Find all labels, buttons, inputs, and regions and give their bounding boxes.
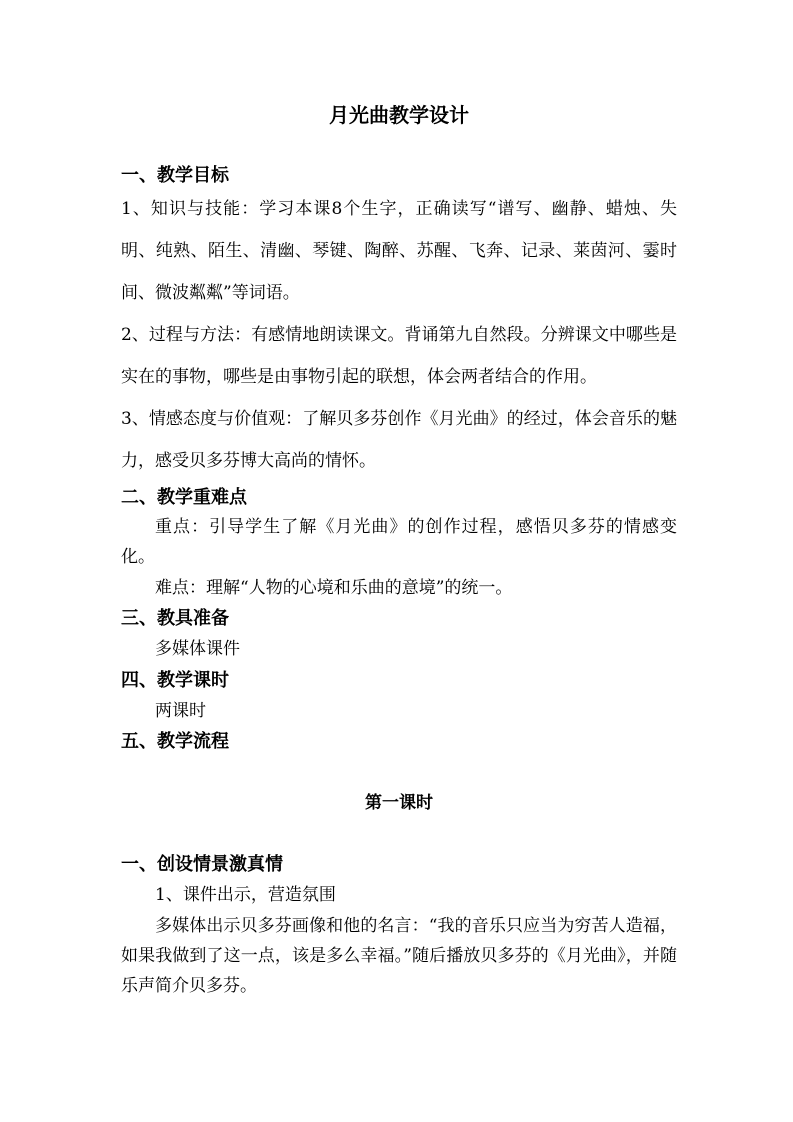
section-heading-materials: 三、教具准备	[121, 608, 229, 629]
key-point-focus: 重点：引导学生了解《月光曲》的创作过程，感悟贝多芬的情感变化。	[121, 517, 677, 567]
section-heading-goals: 一、教学目标	[121, 165, 229, 186]
section-heading-process: 五、教学流程	[121, 731, 229, 752]
lesson-one-title: 第一课时	[365, 793, 433, 813]
section-heading-key-points: 二、教学重难点	[121, 487, 247, 508]
lesson-step-sub: 1、课件出示，营造氛围	[155, 885, 336, 905]
document-page	[121, 0, 677, 1122]
key-point-difficulty: 难点：理解“人物的心境和乐曲的意境”的统一。	[155, 578, 513, 598]
lesson-step-text: 多媒体出示贝多芬画像和他的名言：“我的音乐只应当为穷苦人造福，如果我做到了这一点，该是多么幸福。”随后播放贝多芬的《月光曲》，并随乐声简介贝多芬。	[121, 916, 677, 996]
document-title: 月光曲教学设计	[329, 103, 469, 127]
lesson-step-heading: 一、创设情景激真情	[121, 854, 283, 875]
goal-item-3: 3、情感态度与价值观：了解贝多芬创作《月光曲》的经过，体会音乐的魅力，感受贝多芬博大高尚的情怀。	[121, 409, 677, 471]
hours-text: 两课时	[155, 701, 206, 721]
section-heading-hours: 四、教学课时	[121, 670, 229, 691]
materials-text: 多媒体课件	[155, 639, 240, 659]
goal-item-2: 2、过程与方法：有感情地朗读课文。背诵第九自然段。分辨课文中哪些是实在的事物，哪些是由事物引起的联想，体会两者结合的作用。	[121, 325, 677, 387]
goal-item-1: 1、知识与技能：学习本课8个生字，正确读写“谱写、幽静、蜡烛、失明、纯熟、陌生、清幽、琴键、陶醉、苏醒、飞奔、记录、莱茵河、霎时间、微波粼粼”等词语。	[121, 199, 677, 303]
